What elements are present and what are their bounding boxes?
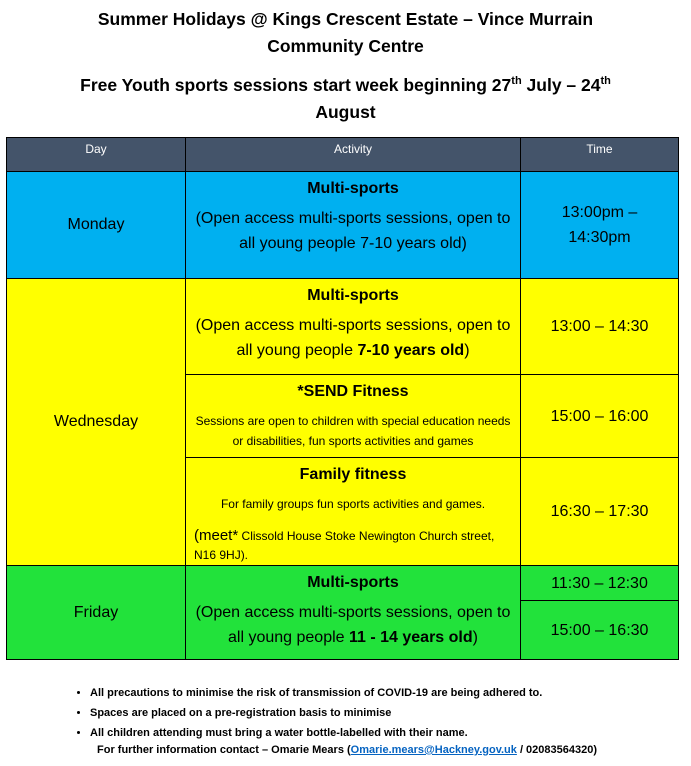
time-monday [521, 172, 679, 279]
activity-wednesday-3 [186, 458, 521, 566]
activity-title: Multi-sports [307, 287, 399, 304]
subtitle-text-a: Free Youth sports sessions start week beginning 27 [80, 75, 512, 95]
day-monday: Monday [7, 172, 186, 279]
subtitle-text-b: July – 24 [521, 75, 601, 95]
activity-title: *SEND Fitness [297, 383, 409, 400]
activity-wednesday-1 [186, 279, 521, 375]
desc-age-range: 7-10 years old [357, 342, 465, 359]
page-subtitle [0, 72, 691, 126]
desc-close: ) [464, 342, 470, 359]
time-wednesday-2: 15:00 – 16:00 [521, 375, 679, 458]
activity-description [186, 600, 520, 650]
subtitle-line-2: August [315, 102, 376, 122]
desc-text: (Open access multi-sports sessions, open to all young people [195, 604, 511, 646]
activity-friday [186, 566, 521, 660]
schedule-table [6, 137, 679, 660]
meet-label: (meet* [194, 527, 239, 544]
activity-description: For family groups fun sports activities and games. [220, 497, 486, 511]
table-row-wednesday-1 [7, 279, 679, 375]
meet-address: Clissold House Stoke Newington Church street, N16 9HJ). [194, 529, 495, 562]
time-monday-text: 13:00pm – 14:30pm [561, 204, 638, 246]
desc-close: ) [472, 629, 478, 646]
day-wednesday: Wednesday [7, 279, 186, 566]
activity-title: Multi-sports [307, 180, 399, 197]
table-row-monday [7, 172, 679, 279]
activity-title: Multi-sports [307, 574, 399, 591]
desc-age-range: 11 - 14 years old [349, 629, 473, 646]
contact-info [97, 740, 597, 760]
activity-wednesday-2 [186, 375, 521, 458]
activity-description [186, 313, 520, 363]
time-wednesday-3: 16:30 – 17:30 [521, 458, 679, 566]
table-header-row [7, 138, 679, 172]
day-friday: Friday [7, 566, 186, 660]
desc-text: (Open access multi-sports sessions, open to all young people [195, 317, 511, 359]
activity-title: Family fitness [299, 466, 407, 483]
contact-prefix: For further information contact – Omarie Mears ( [97, 744, 351, 756]
notes-list [60, 683, 690, 743]
activity-description: (Open access multi-sports sessions, open to all young people 7-10 years old) [195, 210, 511, 252]
title-line-2: Community Centre [267, 36, 424, 56]
note-item: • All precautions to minimise the risk of transmission of COVID-19 are being adhered to. [90, 683, 690, 703]
time-friday-1: 11:30 – 12:30 [521, 566, 679, 601]
column-header-activity: Activity [186, 138, 521, 172]
note-item: • Spaces are placed on a pre-registration basis to minimise [90, 703, 690, 723]
activity-description: Sessions are open to children with special education needs or disabilities, fun sports activities and games [195, 414, 511, 448]
activity-monday [186, 172, 521, 279]
subtitle-sup-2: th [600, 75, 611, 87]
subtitle-sup-1: th [511, 75, 522, 87]
time-wednesday-1: 13:00 – 14:30 [521, 279, 679, 375]
contact-email-link[interactable]: Omarie.mears@Hackney.gov.uk [350, 744, 517, 756]
time-friday-2: 15:00 – 16:30 [521, 601, 679, 660]
page-title [0, 6, 691, 60]
note-item: • All children attending must bring a water bottle-labelled with their name. [90, 723, 690, 743]
contact-phone: / 02083564320) [516, 744, 598, 756]
meeting-location [186, 526, 520, 565]
column-header-time: Time [521, 138, 679, 172]
column-header-day: Day [7, 138, 186, 172]
subtitle-line-1 [0, 72, 691, 99]
table-row-friday-1 [7, 566, 679, 601]
title-line-1: Summer Holidays @ Kings Crescent Estate – Vince Murrain [97, 9, 594, 29]
